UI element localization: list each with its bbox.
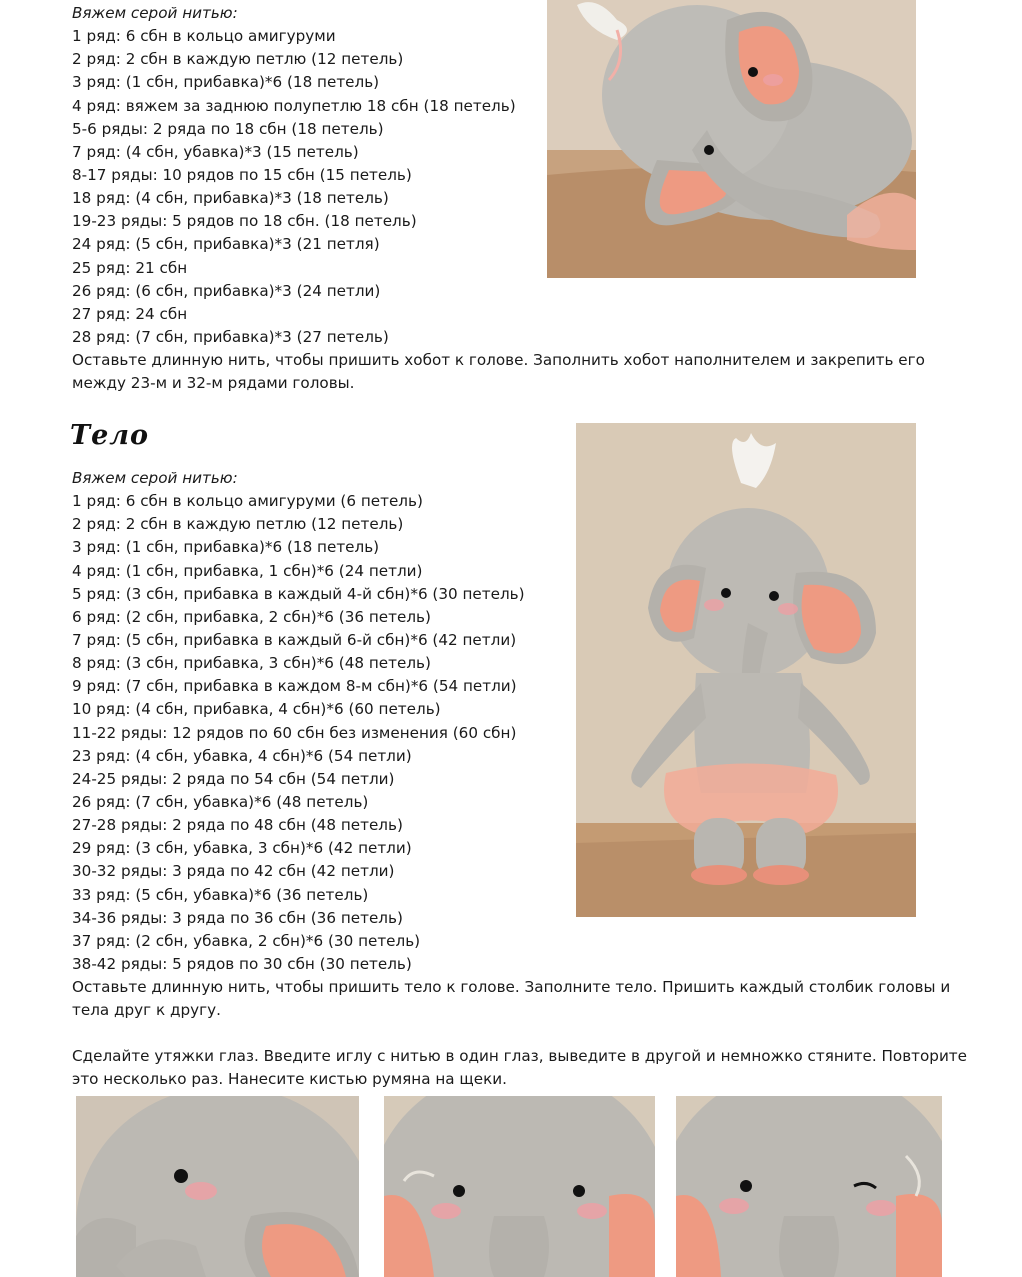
photo-eye-step-1 (76, 1096, 359, 1277)
trunk-row: 4 ряд: вяжем за заднюю полупетлю 18 сбн (18 петель) (72, 96, 516, 115)
trunk-row: 19-23 ряды: 5 рядов по 18 сбн. (18 петель) (72, 212, 417, 231)
trunk-row: 27 ряд: 24 сбн (72, 304, 188, 323)
body-row: 26 ряд: (7 сбн, убавка)*6 (48 петель) (72, 792, 369, 811)
body-row: 34-36 ряды: 3 ряда по 36 сбн (36 петель) (72, 908, 403, 927)
trunk-row: 28 ряд: (7 сбн, прибавка)*3 (27 петель) (72, 327, 389, 346)
trunk-row: 26 ряд: (6 сбн, прибавка)*3 (24 петли) (72, 281, 381, 300)
body-row: 29 ряд: (3 сбн, убавка, 3 сбн)*6 (42 петли) (72, 839, 412, 858)
photo-standing-elephant (576, 423, 916, 917)
trunk-row: 8-17 ряды: 10 рядов по 15 сбн (15 петель) (72, 165, 412, 184)
body-row: 9 ряд: (7 сбн, прибавка в каждом 8-м сбн)*6 (54 петли) (72, 677, 517, 696)
body-row: 23 ряд: (4 сбн, убавка, 4 сбн)*6 (54 петли) (72, 746, 412, 765)
body-row: 3 ряд: (1 сбн, прибавка)*6 (18 петель) (72, 538, 380, 557)
eyes-line: Сделайте утяжки глаз. Введите иглу с нитью в один глаз, выведите в другой и немножко стяните. Повторите (72, 1047, 968, 1065)
body-note: тела друг к другу. (72, 1001, 221, 1020)
trunk-row: 7 ряд: (4 сбн, убавка)*3 (15 петель) (72, 142, 359, 161)
body-row: 10 ряд: (4 сбн, прибавка, 4 сбн)*6 (60 петель) (72, 700, 441, 719)
photo-eye-step-2 (384, 1096, 655, 1277)
eyes-instructions (72, 1045, 967, 1091)
body-intro: Вяжем серой нитью: (72, 469, 238, 487)
body-row: 24-25 ряды: 2 ряда по 54 сбн (54 петли) (72, 769, 395, 788)
trunk-row: 25 ряд: 21 сбн (72, 258, 188, 277)
body-row: 30-32 ряды: 3 ряда по 42 сбн (42 петли) (72, 862, 395, 881)
photo-lying-elephant (547, 0, 916, 278)
body-row: 27-28 ряды: 2 ряда по 48 сбн (48 петель) (72, 816, 403, 835)
body-row: 1 ряд: 6 сбн в кольцо амигуруми (6 петель) (72, 492, 423, 511)
body-row: 33 ряд: (5 сбн, убавка)*6 (36 петель) (72, 885, 369, 904)
photo-eye-step-3 (676, 1096, 942, 1277)
eyes-line: это несколько раз. Нанесите кистью румяна на щеки. (72, 1070, 507, 1089)
body-row: 4 ряд: (1 сбн, прибавка, 1 сбн)*6 (24 петли) (72, 561, 423, 580)
body-row: 38-42 ряды: 5 рядов по 30 сбн (30 петель) (72, 954, 412, 973)
trunk-row: 18 ряд: (4 сбн, прибавка)*3 (18 петель) (72, 189, 389, 208)
trunk-intro: Вяжем серой нитью: (72, 4, 238, 22)
body-row: 11-22 ряды: 12 рядов по 60 сбн без изменения (60 сбн) (72, 723, 517, 742)
body-row: 5 ряд: (3 сбн, прибавка в каждый 4-й сбн)*6 (30 петель) (72, 584, 525, 603)
body-row: 37 ряд: (2 сбн, убавка, 2 сбн)*6 (30 петель) (72, 931, 421, 950)
trunk-row: 24 ряд: (5 сбн, прибавка)*3 (21 петля) (72, 235, 380, 254)
body-row: 7 ряд: (5 сбн, прибавка в каждый 6-й сбн)*6 (42 петли) (72, 630, 517, 649)
trunk-row: 2 ряд: 2 сбн в каждую петлю (12 петель) (72, 50, 404, 69)
section-title-body: Тело (70, 420, 150, 451)
body-note: Оставьте длинную нить, чтобы пришить тело к голове. Заполните тело. Пришить каждый столбик головы и (72, 978, 951, 997)
body-row: 2 ряд: 2 сбн в каждую петлю (12 петель) (72, 515, 404, 534)
trunk-row: 1 ряд: 6 сбн в кольцо амигуруми (72, 27, 336, 46)
trunk-row: 5-6 ряды: 2 ряда по 18 сбн (18 петель) (72, 119, 384, 138)
body-row: 6 ряд: (2 сбн, прибавка, 2 сбн)*6 (36 петель) (72, 607, 431, 626)
trunk-note: между 23-м и 32-м рядами головы. (72, 374, 355, 393)
trunk-row: 3 ряд: (1 сбн, прибавка)*6 (18 петель) (72, 73, 380, 92)
trunk-note: Оставьте длинную нить, чтобы пришить хобот к голове. Заполнить хобот наполнителем и закрепить его (72, 351, 925, 370)
body-row: 8 ряд: (3 сбн, прибавка, 3 сбн)*6 (48 петель) (72, 654, 431, 673)
